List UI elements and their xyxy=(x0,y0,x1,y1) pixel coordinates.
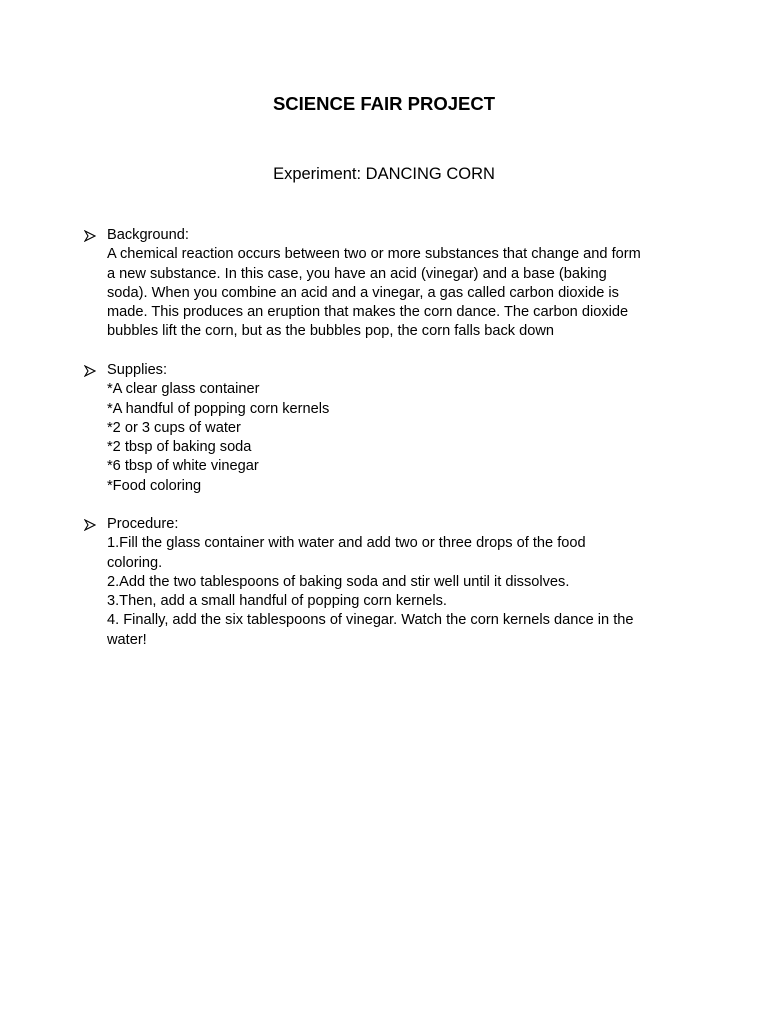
background-line: bubbles lift the corn, but as the bubbles pop, the corn falls back down xyxy=(107,323,555,340)
background-heading: Background: xyxy=(107,227,189,243)
background-line: soda). When you combine an acid and a vinegar, a gas called carbon dioxide is xyxy=(107,284,619,301)
arrowhead-bullet-icon xyxy=(84,226,98,245)
procedure-heading: Procedure: xyxy=(107,516,179,532)
procedure-line: 4. Finally, add the six tablespoons of vinegar. Watch the corn kernels dance in the xyxy=(107,612,634,629)
background-content xyxy=(107,226,663,342)
procedure-section xyxy=(84,515,674,650)
supply-item: *6 tbsp of white vinegar xyxy=(107,458,259,475)
procedure-line: 3.Then, add a small handful of popping corn kernels. xyxy=(107,593,447,610)
background-line: A chemical reaction occurs between two or more substances that change and form xyxy=(107,246,641,263)
supply-item: *2 tbsp of baking soda xyxy=(107,439,252,456)
supplies-heading: Supplies: xyxy=(107,362,168,378)
procedure-line: water! xyxy=(107,631,147,648)
background-line: a new substance. In this case, you have an acid (vinegar) and a base (baking xyxy=(107,265,607,282)
supplies-content xyxy=(107,361,663,496)
supply-item: *A handful of popping corn kernels xyxy=(107,400,330,417)
arrowhead-bullet-icon xyxy=(84,361,98,380)
procedure-line: 2.Add the two tablespoons of baking soda and stir well until it dissolves. xyxy=(107,573,570,590)
procedure-line: 1.Fill the glass container with water and add two or three drops of the food xyxy=(107,535,586,552)
supply-item: *Food coloring xyxy=(107,477,202,494)
supply-item: *2 or 3 cups of water xyxy=(107,419,241,436)
supplies-section xyxy=(84,361,674,496)
page-title: SCIENCE FAIR PROJECT xyxy=(272,93,496,114)
supply-item: *A clear glass container xyxy=(107,381,260,398)
procedure-line: coloring. xyxy=(107,554,163,571)
procedure-content xyxy=(107,515,663,650)
experiment-subtitle: Experiment: DANCING CORN xyxy=(273,165,495,183)
background-section xyxy=(84,226,674,342)
background-line: made. This produces an eruption that makes the corn dance. The carbon dioxide xyxy=(107,304,629,321)
arrowhead-bullet-icon xyxy=(84,515,98,534)
